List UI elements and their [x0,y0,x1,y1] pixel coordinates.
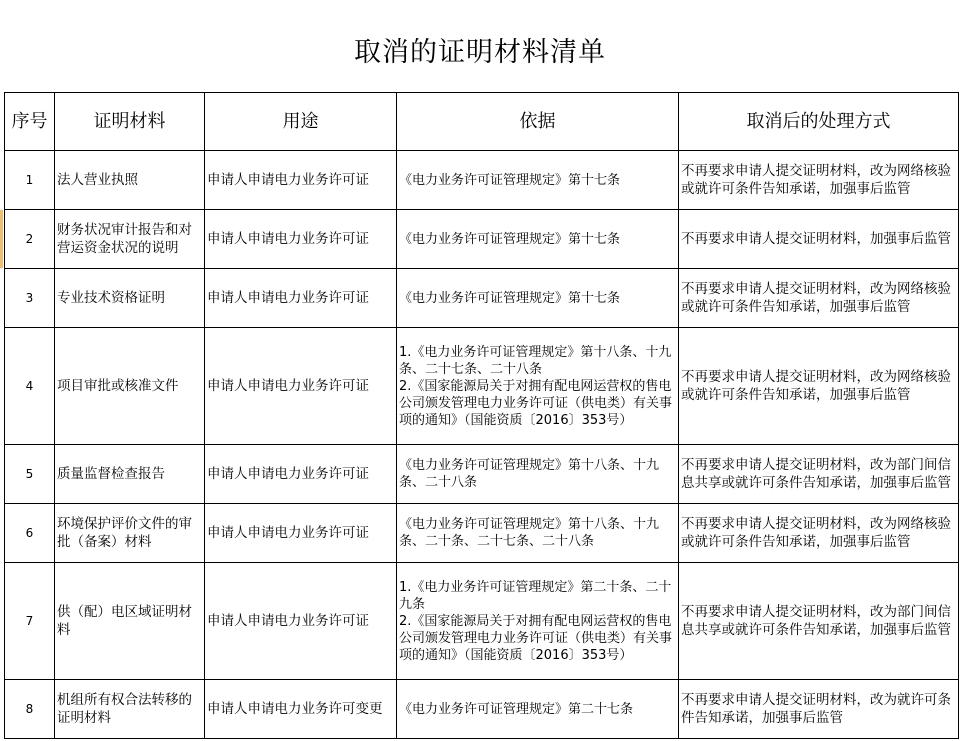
row-seq: 4 [5,328,55,445]
row-seq: 7 [5,563,55,680]
row-purpose: 申请人申请电力业务许可证 [205,445,397,504]
page-title: 取消的证明材料清单 [354,37,606,68]
header-material: 证明材料 [55,93,205,151]
row-purpose: 申请人申请电力业务许可证 [205,563,397,680]
row-basis: 《电力业务许可证管理规定》第二十七条 [397,680,679,739]
row-purpose: 申请人申请电力业务许可证 [205,210,397,269]
title-area [0,0,960,92]
row-handling: 不再要求申请人提交证明材料，改为部门间信息共享或就许可条件告知承诺，加强事后监管 [679,445,959,504]
row-material: 供（配）电区域证明材料 [55,563,205,680]
table-row [5,445,959,504]
row-seq: 6 [5,504,55,563]
row-material: 项目审批或核准文件 [55,328,205,445]
basis-line: 1.《电力业务许可证管理规定》第二十条、二十九条 [399,579,672,612]
row-purpose: 申请人申请电力业务许可证 [205,269,397,328]
table-row [5,680,959,739]
row-material: 财务状况审计报告和对营运资金状况的说明 [55,210,205,269]
row-highlight-marker [0,210,3,268]
row-material: 质量监督检查报告 [55,445,205,504]
basis-line: 2.《国家能源局关于对拥有配电网运营权的售电公司颁发管理电力业务许可证（供电类）有关事项的通知》（国能资质〔2016〕353号） [399,613,673,663]
row-seq: 3 [5,269,55,328]
table-row [5,563,959,680]
table-header-row [5,93,959,151]
row-basis: 《电力业务许可证管理规定》第十八条、十九条、二十八条 [397,445,679,504]
row-seq: 2 [5,210,55,269]
row-seq: 5 [5,445,55,504]
row-seq: 8 [5,680,55,739]
row-basis [397,563,679,680]
row-basis: 《电力业务许可证管理规定》第十八条、十九条、二十条、二十七条、二十八条 [397,504,679,563]
header-purpose: 用途 [205,93,397,151]
row-basis [397,328,679,445]
basis-line: 2.《国家能源局关于对拥有配电网运营权的售电公司颁发管理电力业务许可证（供电类）有关事项的通知》（国能资质〔2016〕353号） [399,378,673,428]
certificate-table [4,92,959,739]
row-basis: 《电力业务许可证管理规定》第十七条 [397,210,679,269]
header-handling: 取消后的处理方式 [679,93,959,151]
header-seq: 序号 [5,93,55,151]
table-row [5,210,959,269]
row-handling: 不再要求申请人提交证明材料，改为网络核验或就许可条件告知承诺，加强事后监管 [679,328,959,445]
row-purpose: 申请人申请电力业务许可证 [205,151,397,210]
table-row [5,269,959,328]
header-basis: 依据 [397,93,679,151]
row-handling: 不再要求申请人提交证明材料，改为就许可条件告知承诺，加强事后监管 [679,680,959,739]
row-material: 环境保护评价文件的审批（备案）材料 [55,504,205,563]
row-material: 法人营业执照 [55,151,205,210]
row-seq: 1 [5,151,55,210]
row-basis: 《电力业务许可证管理规定》第十七条 [397,151,679,210]
row-material: 机组所有权合法转移的证明材料 [55,680,205,739]
table-row [5,504,959,563]
row-handling: 不再要求申请人提交证明材料，改为网络核验或就许可条件告知承诺，加强事后监管 [679,269,959,328]
row-purpose: 申请人申请电力业务许可证 [205,328,397,445]
row-handling: 不再要求申请人提交证明材料，改为部门间信息共享或就许可条件告知承诺，加强事后监管 [679,563,959,680]
row-purpose: 申请人申请电力业务许可证 [205,504,397,563]
row-purpose: 申请人申请电力业务许可变更 [205,680,397,739]
table-row [5,151,959,210]
basis-line: 1.《电力业务许可证管理规定》第十八条、十九条、二十七条、二十八条 [399,344,672,377]
table-row [5,328,959,445]
row-handling: 不再要求申请人提交证明材料，改为网络核验或就许可条件告知承诺，加强事后监管 [679,151,959,210]
row-handling: 不再要求申请人提交证明材料，改为网络核验或就许可条件告知承诺，加强事后监管 [679,504,959,563]
row-material: 专业技术资格证明 [55,269,205,328]
row-basis: 《电力业务许可证管理规定》第十七条 [397,269,679,328]
row-handling: 不再要求申请人提交证明材料，加强事后监管 [679,210,959,269]
